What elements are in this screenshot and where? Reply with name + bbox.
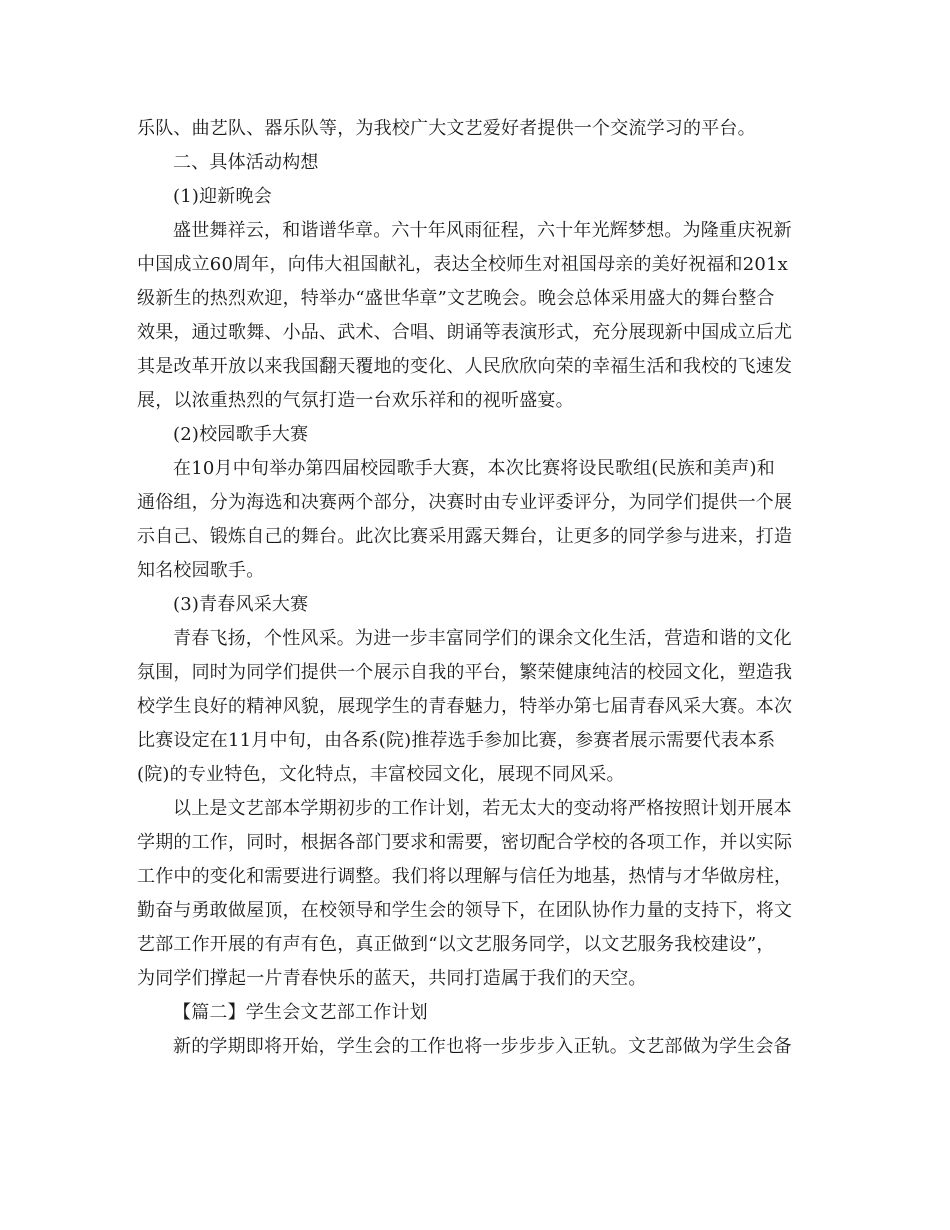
document-page [137, 112, 817, 1064]
item3-title: (3)青春风采大赛 [173, 594, 309, 615]
intro-tail-line: 乐队、曲艺队、器乐队等，为我校广大文艺爱好者提供一个交流学习的平台。 [137, 118, 756, 139]
paragraph-line: 知名校园歌手。 [137, 560, 265, 581]
paragraph-line: 氛围，同时为同学们提供一个展示自我的平台，繁荣健康纯洁的校园文化，塑造我 [137, 662, 793, 683]
paragraph-line: 艺部工作开展的有声有色，真正做到“以文艺服务同学，以文艺服务我校建设”， [137, 934, 775, 955]
part2-title: 【篇二】学生会文艺部工作计划 [173, 1002, 428, 1023]
paragraph-line: 展，以浓重热烈的气氛打造一台欢乐祥和的视听盛宴。 [137, 390, 574, 411]
paragraph-line: (院)的专业特色，文化特点，丰富校园文化，展现不同风采。 [137, 764, 625, 785]
paragraph-line: 勤奋与勇敢做屋顶，在校领导和学生会的领导下，在团队协作力量的支持下，将文 [137, 900, 793, 921]
section2-title: 二、具体活动构想 [173, 152, 319, 173]
item1-paragraph [137, 214, 817, 418]
paragraph-line: 盛世舞祥云，和谐谱华章。六十年风雨征程，六十年光辉梦想。为隆重庆祝新 [173, 220, 792, 241]
paragraph-line: 中国成立60周年，向伟大祖国献礼，表达全校师生对祖国母亲的美好祝福和201x [137, 254, 789, 275]
paragraph-line: 校学生良好的精神风貌，展现学生的青春魅力，特举办第七届青春风采大赛。本次 [137, 696, 793, 717]
paragraph-line: 示自己、锻炼自己的舞台。此次比赛采用露天舞台，让更多的同学参与进来，打造 [137, 526, 793, 547]
paragraph-line: 以上是文艺部本学期初步的工作计划，若无太大的变动将严格按照计划开展本 [173, 798, 792, 819]
item2-paragraph [137, 452, 817, 588]
paragraph-line: 级新生的热烈欢迎，特举办“盛世华章”文艺晚会。晚会总体采用盛大的舞台整合 [137, 288, 775, 309]
part2-paragraph [137, 1030, 817, 1064]
item3-paragraph [137, 622, 817, 792]
paragraph-line: 工作中的变化和需要进行调整。我们将以理解与信任为地基，热情与才华做房柱， [137, 866, 793, 887]
paragraph-line: 在10月中旬举办第四届校园歌手大赛，本次比赛将设民歌组(民族和美声)和 [173, 458, 775, 479]
conclusion-paragraph [137, 792, 817, 996]
paragraph-line: 其是改革开放以来我国翻天覆地的变化、人民欣欣向荣的幸福生活和我校的飞速发 [137, 356, 793, 377]
paragraph-line: 新的学期即将开始，学生会的工作也将一步步步入正轨。文艺部做为学生会备 [173, 1036, 792, 1057]
paragraph-line: 青春飞扬，个性风采。为进一步丰富同学们的课余文化生活，营造和谐的文化 [173, 628, 792, 649]
paragraph-line: 为同学们撑起一片青春快乐的蓝天，共同打造属于我们的天空。 [137, 968, 647, 989]
paragraph-line: 效果，通过歌舞、小品、武术、合唱、朗诵等表演形式，充分展现新中国成立后尤 [137, 322, 793, 343]
paragraph-line: 通俗组，分为海选和决赛两个部分，决赛时由专业评委评分，为同学们提供一个展 [137, 492, 793, 513]
paragraph-line: 学期的工作，同时，根据各部门要求和需要，密切配合学校的各项工作，并以实际 [137, 832, 793, 853]
item2-title: (2)校园歌手大赛 [173, 424, 309, 445]
paragraph-line: 比赛设定在11月中旬，由各系(院)推荐选手参加比赛，参赛者展示需要代表本系 [137, 730, 776, 751]
item1-title: (1)迎新晚会 [173, 186, 272, 207]
